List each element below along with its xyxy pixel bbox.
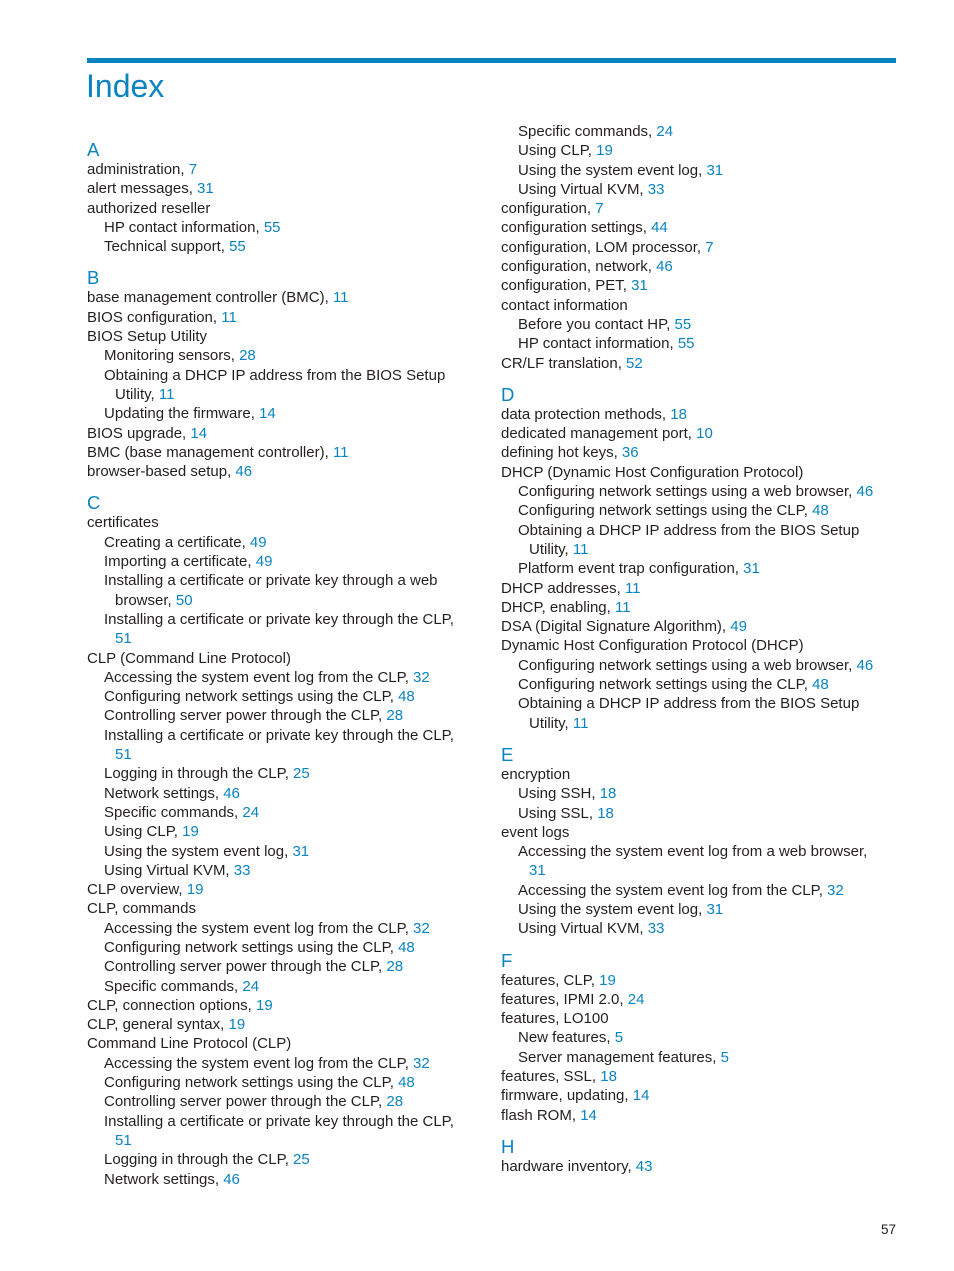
page-link[interactable]: 32 <box>827 881 844 899</box>
entry-text: Obtaining a DHCP IP address from the BIOS Setup <box>518 695 860 713</box>
index-entry <box>501 1067 896 1086</box>
index-entry <box>501 501 896 520</box>
index-entry <box>87 160 477 179</box>
index-entry <box>501 1028 896 1047</box>
index-entry <box>87 462 477 481</box>
index-entry <box>501 334 896 353</box>
entry-text: Accessing the system event log from the CLP, <box>104 668 414 686</box>
page-link[interactable]: 28 <box>239 347 256 365</box>
page-link[interactable]: 28 <box>386 1093 404 1111</box>
index-section <box>501 122 896 373</box>
index-entry <box>501 881 896 900</box>
entry-text: Using Virtual KVM, <box>518 180 648 198</box>
index-entry <box>501 161 896 180</box>
entry-text: defining hot keys, <box>501 444 622 462</box>
entry-text: Using CLP, <box>518 142 597 160</box>
page-link[interactable]: 32 <box>413 668 430 686</box>
index-entry <box>501 842 896 861</box>
entry-text: Using SSH, <box>518 785 600 803</box>
index-entry <box>87 385 477 404</box>
index-section <box>501 384 896 733</box>
entry-text: Importing a certificate, <box>104 553 256 571</box>
section-letter: E <box>501 743 514 765</box>
page-link[interactable]: 19 <box>596 142 613 160</box>
page-link[interactable]: 14 <box>580 1106 597 1124</box>
page-link[interactable]: 36 <box>621 444 639 462</box>
entry-text: Utility, <box>115 385 159 403</box>
index-entry <box>501 1086 896 1105</box>
page-link[interactable]: 46 <box>656 258 673 276</box>
page-link[interactable]: 46 <box>223 784 240 802</box>
entry-text: Installing a certificate or private key through the CLP, <box>104 610 454 628</box>
page-link[interactable]: 33 <box>233 861 251 879</box>
index-entry <box>87 1015 477 1034</box>
page-link[interactable]: 31 <box>529 862 546 880</box>
index-entry <box>87 327 477 346</box>
index-entry <box>501 617 896 636</box>
index-entry <box>501 598 896 617</box>
entry-text: Using the system event log, <box>518 900 707 918</box>
entry-text: configuration, PET, <box>501 277 632 295</box>
index-entry <box>501 823 896 842</box>
page-link[interactable]: 28 <box>386 958 404 976</box>
page-link[interactable]: 19 <box>182 823 199 841</box>
page-link[interactable]: 43 <box>635 1157 653 1175</box>
index-entry <box>87 649 477 668</box>
index-entry <box>87 179 477 198</box>
entry-text: Dynamic Host Configuration Protocol (DHCP) <box>501 637 804 655</box>
index-entry <box>501 990 896 1009</box>
entry-text: Using the system event log, <box>518 161 707 179</box>
index-entry <box>501 804 896 823</box>
page-link[interactable]: 55 <box>674 315 692 333</box>
entry-text: authorized reseller <box>87 199 211 217</box>
index-entry <box>87 1131 477 1150</box>
section-letter: F <box>501 949 513 971</box>
entry-text: DHCP (Dynamic Host Configuration Protocol) <box>501 463 804 481</box>
index-entry <box>87 591 477 610</box>
entry-text: browser, <box>115 591 176 609</box>
page-link[interactable]: 19 <box>186 881 204 899</box>
section-letter: H <box>501 1135 515 1157</box>
page-link[interactable]: 7 <box>595 200 604 218</box>
index-entry <box>501 694 896 713</box>
entry-text: New features, <box>518 1029 615 1047</box>
entry-text: Installing a certificate or private key through the CLP, <box>104 726 454 744</box>
index-entry <box>87 424 477 443</box>
entry-text: Installing a certificate or private key through a web <box>104 572 438 590</box>
entry-text: Creating a certificate, <box>104 533 250 551</box>
index-entry <box>87 745 477 764</box>
index-section <box>87 267 477 481</box>
page-link[interactable]: 33 <box>647 920 665 938</box>
page-link[interactable]: 46 <box>223 1170 240 1188</box>
index-entry <box>501 257 896 276</box>
entry-text: HP contact information, <box>104 218 264 236</box>
index-entry <box>87 443 477 462</box>
index-entry <box>87 308 477 327</box>
page-link[interactable]: 31 <box>292 842 310 860</box>
page-link[interactable]: 31 <box>743 560 760 578</box>
index-entry <box>87 764 477 783</box>
index-section <box>87 492 477 1188</box>
index-entry <box>501 1106 896 1125</box>
index-entry <box>87 977 477 996</box>
page-link[interactable]: 24 <box>627 990 645 1008</box>
index-entry <box>501 636 896 655</box>
page-link[interactable]: 48 <box>812 676 829 694</box>
page-link[interactable]: 46 <box>856 656 874 674</box>
index-section <box>501 744 896 939</box>
index-entry <box>501 521 896 540</box>
page-number: 57 <box>880 1222 896 1237</box>
page-link[interactable]: 31 <box>706 900 724 918</box>
entry-text: Utility, <box>529 540 573 558</box>
page-link[interactable]: 33 <box>647 180 665 198</box>
index-entry <box>87 533 477 552</box>
entry-text: Obtaining a DHCP IP address from the BIOS Setup <box>518 521 860 539</box>
page-link[interactable]: 25 <box>293 1151 310 1169</box>
page-link[interactable]: 11 <box>332 443 349 461</box>
entry-text: Controlling server power through the CLP, <box>104 707 387 725</box>
index-entry <box>87 899 477 918</box>
page-link[interactable]: 31 <box>631 277 648 295</box>
entry-text: Accessing the system event log from the CLP, <box>518 881 828 899</box>
entry-text: Accessing the system event log from the CLP, <box>104 919 414 937</box>
page-link[interactable]: 7 <box>188 161 198 178</box>
index-entry <box>87 880 477 899</box>
index-entry <box>87 861 477 880</box>
entry-text: HP contact information, <box>518 335 678 353</box>
index-entry <box>87 1150 477 1169</box>
index-entry <box>87 346 477 365</box>
entry-text: BMC (base management controller), <box>87 443 333 461</box>
entry-text: Using the system event log, <box>104 842 293 860</box>
index-entry <box>87 552 477 571</box>
entry-text: Configuring network settings using the CLP, <box>104 938 399 956</box>
index-entry <box>501 443 896 462</box>
entry-text: Configuring network settings using the CLP, <box>104 1074 399 1092</box>
page-link[interactable]: 18 <box>597 804 614 822</box>
index-entry <box>87 571 477 590</box>
page-link[interactable]: 18 <box>599 785 617 803</box>
page-link[interactable]: 28 <box>386 707 404 725</box>
page-link[interactable]: 48 <box>398 688 415 706</box>
section-letter: B <box>87 267 100 289</box>
entry-text: BIOS Setup Utility <box>87 328 208 346</box>
index-entry <box>87 1054 477 1073</box>
entry-text: configuration, network, <box>501 258 657 276</box>
index-entry <box>87 668 477 687</box>
index-entry <box>87 237 477 256</box>
index-entry <box>87 803 477 822</box>
index-entry <box>87 199 477 218</box>
index-entry <box>501 579 896 598</box>
page-link[interactable]: 7 <box>705 238 714 256</box>
entry-text: hardware inventory, <box>501 1157 636 1175</box>
page-link[interactable]: 51 <box>115 630 132 648</box>
index-entry <box>501 238 896 257</box>
index-column-left <box>87 139 477 1200</box>
entry-text: Utility, <box>529 714 573 732</box>
section-letter: C <box>87 492 101 514</box>
index-entry <box>87 629 477 648</box>
index-entry <box>87 842 477 861</box>
entry-text: CLP, commands <box>87 900 196 918</box>
page-link[interactable]: 31 <box>706 161 724 179</box>
index-entry <box>501 141 896 160</box>
index-entry <box>87 610 477 629</box>
entry-text: encryption <box>501 765 571 783</box>
page-link[interactable]: 51 <box>115 746 132 764</box>
index-entry <box>501 315 896 334</box>
index-entry <box>501 1157 896 1176</box>
index-section <box>87 139 477 256</box>
page-link[interactable]: 49 <box>730 618 747 636</box>
entry-text: DHCP, enabling, <box>501 598 615 616</box>
index-entry <box>501 919 896 938</box>
page-title: Index <box>86 68 165 104</box>
page-link[interactable]: 5 <box>720 1048 729 1066</box>
index-entry <box>87 513 477 532</box>
entry-text: Controlling server power through the CLP, <box>104 1093 387 1111</box>
index-entry <box>501 180 896 199</box>
section-letter: D <box>501 383 515 405</box>
index-entry <box>87 957 477 976</box>
index-entry <box>501 675 896 694</box>
page-link[interactable]: 46 <box>235 463 253 481</box>
entry-text: alert messages, <box>87 180 198 198</box>
entry-text: flash ROM, <box>501 1106 581 1124</box>
index-entry <box>87 687 477 706</box>
page-link[interactable]: 11 <box>572 540 589 558</box>
index-entry <box>87 288 477 307</box>
entry-text: Logging in through the CLP, <box>104 1151 294 1169</box>
entry-text: Platform event trap configuration, <box>518 560 744 578</box>
page-link[interactable]: 52 <box>626 354 643 372</box>
index-entry <box>501 861 896 880</box>
entry-text: browser-based setup, <box>87 463 236 481</box>
entry-text: certificates <box>87 514 159 532</box>
entry-text: Network settings, <box>104 1170 224 1188</box>
entry-text: DHCP addresses, <box>501 579 625 597</box>
entry-text: Configuring network settings using the CLP, <box>104 688 399 706</box>
page-link[interactable]: 11 <box>614 598 631 616</box>
entry-text: Specific commands, <box>104 977 243 995</box>
index-column-right <box>501 122 896 1187</box>
entry-text: Using Virtual KVM, <box>518 920 648 938</box>
entry-text: Obtaining a DHCP IP address from the BIOS Setup <box>104 366 446 384</box>
entry-text: Configuring network settings using the CLP, <box>518 676 813 694</box>
page-link[interactable]: 24 <box>656 123 674 140</box>
entry-text: administration, <box>87 161 189 178</box>
top-rule <box>87 58 896 63</box>
entry-text: Monitoring sensors, <box>104 347 240 365</box>
index-entry <box>501 1009 896 1028</box>
entry-text: features, LO100 <box>501 1010 609 1028</box>
page-link[interactable]: 49 <box>249 533 267 551</box>
page-link[interactable]: 25 <box>293 765 310 783</box>
entry-text: features, IPMI 2.0, <box>501 990 628 1008</box>
entry-text: Using CLP, <box>104 823 183 841</box>
entry-text: base management controller (BMC), <box>87 289 333 307</box>
page-link[interactable]: 31 <box>197 180 214 198</box>
entry-text: DSA (Digital Signature Algorithm), <box>501 618 731 636</box>
page-link[interactable]: 50 <box>175 591 193 609</box>
page-link[interactable]: 49 <box>255 553 273 571</box>
page-link[interactable]: 24 <box>242 803 260 821</box>
entry-text: configuration, <box>501 200 596 218</box>
index-entry <box>501 354 896 373</box>
page-link[interactable]: 46 <box>856 483 874 501</box>
page-link[interactable]: 44 <box>651 219 668 237</box>
index-entry <box>87 996 477 1015</box>
index-entry <box>501 463 896 482</box>
index-entry <box>501 656 896 675</box>
entry-text: BIOS upgrade, <box>87 424 191 442</box>
index-entry <box>87 366 477 385</box>
entry-text: Using Virtual KVM, <box>104 861 234 879</box>
index-entry <box>87 1170 477 1189</box>
entry-text: Configuring network settings using a web browser, <box>518 656 857 674</box>
entry-text: dedicated management port, <box>501 425 697 443</box>
index-entry <box>501 296 896 315</box>
page-link[interactable]: 14 <box>259 405 276 423</box>
entry-text: Specific commands, <box>518 123 657 140</box>
entry-text: data protection methods, <box>501 405 671 423</box>
page-link[interactable]: 55 <box>263 218 281 236</box>
entry-text: configuration, LOM processor, <box>501 238 706 256</box>
index-entry <box>501 482 896 501</box>
entry-text: Controlling server power through the CLP, <box>104 958 387 976</box>
index-entry <box>501 971 896 990</box>
entry-text: CLP (Command Line Protocol) <box>87 649 291 667</box>
entry-text: configuration settings, <box>501 219 652 237</box>
index-entry <box>501 765 896 784</box>
page-link[interactable]: 14 <box>190 424 208 442</box>
page-link[interactable]: 5 <box>614 1029 624 1047</box>
page-link[interactable]: 51 <box>115 1131 132 1149</box>
entry-text: features, SSL, <box>501 1068 601 1086</box>
index-entry <box>501 784 896 803</box>
entry-text: event logs <box>501 823 570 841</box>
index-entry <box>87 726 477 745</box>
index-section <box>501 1136 896 1176</box>
page-link[interactable]: 11 <box>158 385 175 403</box>
entry-text: Installing a certificate or private key through the CLP, <box>104 1112 454 1130</box>
entry-text: Using SSL, <box>518 804 598 822</box>
page-link[interactable]: 11 <box>624 579 641 597</box>
page-link[interactable]: 32 <box>413 1054 430 1072</box>
index-entry <box>87 404 477 423</box>
entry-text: Updating the firmware, <box>104 405 260 423</box>
entry-text: Command Line Protocol (CLP) <box>87 1035 292 1053</box>
index-entry <box>87 919 477 938</box>
index-entry <box>501 199 896 218</box>
page-link[interactable]: 55 <box>677 335 695 353</box>
index-entry <box>87 1092 477 1111</box>
entry-text: Accessing the system event log from a web browser, <box>518 843 868 861</box>
index-entry <box>501 122 896 141</box>
entry-text: Specific commands, <box>104 803 243 821</box>
page-link[interactable]: 48 <box>398 938 415 956</box>
index-entry <box>501 276 896 295</box>
entry-text: CLP overview, <box>87 881 187 899</box>
entry-text: CR/LF translation, <box>501 354 627 372</box>
index-entry <box>501 540 896 559</box>
page-link[interactable]: 48 <box>398 1074 415 1092</box>
page-link[interactable]: 19 <box>256 996 273 1014</box>
index-entry <box>87 1034 477 1053</box>
entry-text: Configuring network settings using a web browser, <box>518 483 857 501</box>
entry-text: BIOS configuration, <box>87 308 222 326</box>
page-link[interactable]: 18 <box>670 405 687 423</box>
index-entry <box>501 1048 896 1067</box>
page-link[interactable]: 32 <box>413 919 430 937</box>
index-entry <box>501 714 896 733</box>
page-link[interactable]: 55 <box>229 238 246 256</box>
page-link[interactable]: 11 <box>572 714 589 732</box>
index-entry <box>87 218 477 237</box>
index-entry <box>87 1112 477 1131</box>
index-entry <box>501 424 896 443</box>
entry-text: features, CLP, <box>501 971 600 989</box>
entry-text: Before you contact HP, <box>518 315 675 333</box>
index-entry <box>501 900 896 919</box>
index-entry <box>87 938 477 957</box>
page-link[interactable]: 11 <box>332 289 349 307</box>
section-letter: A <box>87 139 100 160</box>
index-section <box>501 950 896 1125</box>
page-link[interactable]: 19 <box>599 971 616 989</box>
page-link[interactable]: 24 <box>242 977 260 995</box>
index-entry <box>87 822 477 841</box>
page-link[interactable]: 11 <box>221 308 237 326</box>
entry-text: CLP, general syntax, <box>87 1016 229 1034</box>
entry-text: CLP, connection options, <box>87 996 257 1014</box>
index-entry <box>87 784 477 803</box>
entry-text: Configuring network settings using the CLP, <box>518 502 813 520</box>
entry-text: Server management features, <box>518 1048 721 1066</box>
entry-text: Technical support, <box>104 238 230 256</box>
entry-text: Logging in through the CLP, <box>104 765 294 783</box>
page-link[interactable]: 48 <box>812 502 829 520</box>
index-entry <box>87 706 477 725</box>
page-link[interactable]: 10 <box>696 425 713 443</box>
page-link[interactable]: 19 <box>228 1016 246 1034</box>
entry-text: Accessing the system event log from the CLP, <box>104 1054 414 1072</box>
index-entry <box>501 218 896 237</box>
entry-text: firmware, updating, <box>501 1087 633 1105</box>
entry-text: Network settings, <box>104 784 224 802</box>
index-entry <box>87 1073 477 1092</box>
entry-text: contact information <box>501 296 628 314</box>
page-link[interactable]: 14 <box>632 1087 650 1105</box>
index-entry <box>501 405 896 424</box>
page-link[interactable]: 18 <box>600 1068 617 1086</box>
index-entry <box>501 559 896 578</box>
